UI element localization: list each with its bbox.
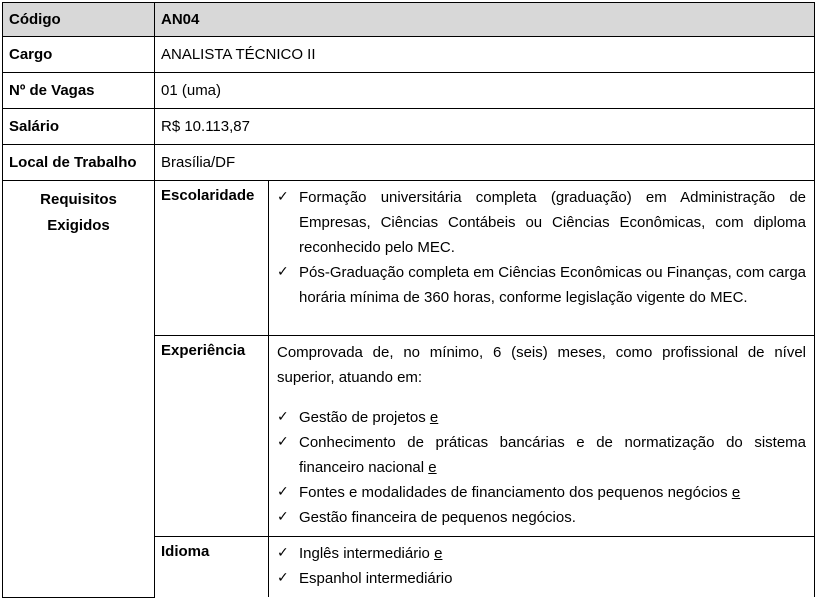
check-icon: ✓ — [277, 434, 289, 450]
salario-value: R$ 10.113,87 — [155, 109, 815, 145]
check-icon: ✓ — [277, 509, 289, 525]
local-label: Local de Trabalho — [3, 145, 155, 181]
list-item-text: Conhecimento de práticas bancárias e de normatização do sistema financeiro nacional — [299, 434, 807, 476]
requisitos-label-line1: Requisitos — [40, 191, 117, 208]
check-icon: ✓ — [277, 570, 289, 586]
salario-label: Salário — [3, 109, 155, 145]
requisitos-label-line2: Exigidos — [47, 217, 110, 234]
list-item — [277, 260, 806, 310]
vagas-label: Nº de Vagas — [3, 73, 155, 109]
conjunction-e: e — [731, 484, 741, 501]
local-row — [3, 145, 815, 181]
list-item — [277, 480, 806, 505]
conjunction-e: e — [429, 409, 439, 426]
escolaridade-list — [277, 185, 806, 310]
cargo-label: Cargo — [3, 37, 155, 73]
experiencia-content — [269, 336, 815, 537]
list-item — [277, 566, 806, 591]
list-item-text: Fontes e modalidades de financiamento dos pequenos negócios — [299, 484, 728, 501]
requisitos-label — [3, 181, 155, 598]
experiencia-list — [277, 405, 806, 530]
idioma-content — [269, 537, 815, 598]
codigo-value: AN04 — [155, 3, 815, 37]
list-item-text: Gestão de projetos — [299, 409, 426, 426]
list-item-text: Formação universitária completa (graduação) em Administração de Empresas, Ciências Contábeis ou Ciências Econômicas, com diploma reconhecido pelo MEC. — [299, 189, 807, 256]
escolaridade-content — [269, 181, 815, 336]
experiencia-label: Experiência — [155, 336, 269, 537]
list-item-text: Pós-Graduação completa em Ciências Econômicas ou Finanças, com carga horária mínima de 360 horas, conforme legislação vigente do MEC. — [299, 264, 807, 306]
vagas-row — [3, 73, 815, 109]
codigo-label: Código — [3, 3, 155, 37]
codigo-row — [3, 3, 815, 37]
idioma-label: Idioma — [155, 537, 269, 598]
job-requirements-table — [2, 2, 815, 598]
cargo-row — [3, 37, 815, 73]
list-item-text: Espanhol intermediário — [299, 570, 453, 587]
vagas-value: 01 (uma) — [155, 73, 815, 109]
conjunction-e: e — [434, 545, 443, 562]
list-item-text: Inglês intermediário — [299, 545, 430, 562]
experiencia-intro: Comprovada de, no mínimo, 6 (seis) meses, como profissional de nível superior, atuando em: — [277, 344, 807, 386]
list-item — [277, 505, 806, 530]
list-item-text: Gestão financeira de pequenos negócios. — [299, 509, 576, 526]
idioma-list — [277, 541, 806, 591]
check-icon: ✓ — [277, 189, 289, 205]
conjunction-e: e — [428, 459, 437, 476]
check-icon: ✓ — [277, 409, 289, 425]
list-item — [277, 405, 806, 430]
escolaridade-label: Escolaridade — [155, 181, 269, 336]
check-icon: ✓ — [277, 264, 289, 280]
list-item — [277, 185, 806, 260]
list-item — [277, 541, 806, 566]
check-icon: ✓ — [277, 484, 289, 500]
escolaridade-row — [3, 181, 815, 336]
check-icon: ✓ — [277, 545, 289, 561]
local-value: Brasília/DF — [155, 145, 815, 181]
cargo-value: ANALISTA TÉCNICO II — [155, 37, 815, 73]
list-item — [277, 430, 806, 480]
salario-row — [3, 109, 815, 145]
